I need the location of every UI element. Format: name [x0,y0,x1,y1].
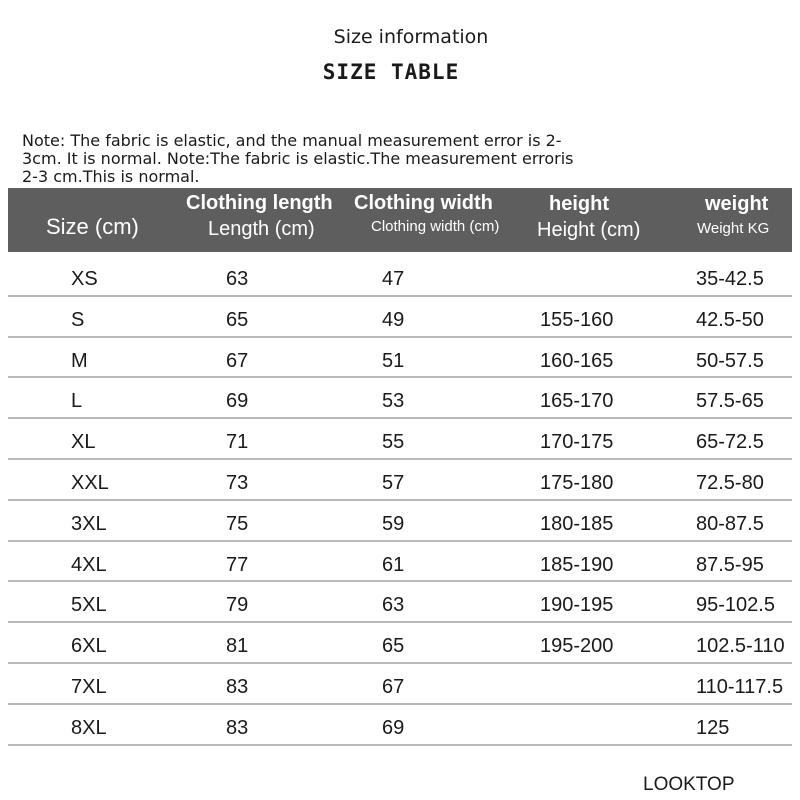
table-row [8,419,792,460]
header-height-sub: Height (cm) [537,219,641,241]
cell-height: 175-180 [540,471,614,494]
header-weight-sub: Weight KG [697,220,770,237]
cell-length: 83 [226,675,249,698]
cell-weight: 50-57.5 [696,349,764,372]
cell-weight: 95-102.5 [696,594,775,617]
cell-width: 67 [382,675,405,698]
header-height-title: height [549,193,609,215]
cell-height: 190-195 [540,594,614,617]
cell-width: 57 [382,471,405,494]
table-row [8,460,792,501]
cell-width: 65 [382,635,405,658]
cell-size: 3XL [71,512,107,535]
cell-length: 69 [226,390,249,413]
brand-label: LOOKTOP [643,774,735,795]
cell-width: 63 [382,594,405,617]
table-row [8,623,792,664]
table-row [8,664,792,705]
header-width-sub: Clothing width (cm) [371,218,500,235]
cell-weight: 80-87.5 [696,512,764,535]
cell-size: 7XL [71,675,107,698]
table-row [8,501,792,542]
cell-weight: 42.5-50 [696,308,764,331]
cell-size: M [71,349,88,372]
cell-height: 170-175 [540,431,614,454]
table-header [8,188,792,252]
cell-width: 47 [382,268,405,290]
cell-height: 165-170 [540,390,614,413]
cell-size: 8XL [71,716,107,739]
cell-size: XL [71,431,96,454]
cell-length: 65 [226,308,249,331]
page-title: Size information [333,26,489,48]
cell-width: 69 [382,716,405,739]
table-row [8,378,792,419]
cell-weight: 65-72.5 [696,431,764,454]
cell-size: 6XL [71,635,107,658]
table-row [8,256,792,297]
header-length-sub: Length (cm) [208,218,315,240]
cell-size: L [71,390,83,413]
cell-weight: 110-117.5 [696,675,784,698]
cell-length: 79 [226,594,249,617]
cell-weight: 102.5-110 [696,635,785,658]
cell-height: 195-200 [540,635,614,658]
header-length-title: Clothing length [186,192,333,214]
table-row [8,705,792,746]
cell-width: 59 [382,512,405,535]
cell-size: 5XL [71,594,107,617]
cell-size: 4XL [71,553,107,576]
cell-height: 160-165 [540,349,614,372]
cell-size: XXL [71,471,109,494]
measurement-note: Note: The fabric is elastic, and the manual measurement error is 2-3cm. It is normal. Note:The fabric is elastic.The measurement erroris 2-3 cm.This is normal. [22,131,574,186]
cell-width: 49 [382,308,405,331]
table-row [8,542,792,583]
cell-weight: 35-42.5 [696,268,764,290]
table-row [8,582,792,623]
cell-height: 180-185 [540,512,614,535]
cell-height: 155-160 [540,308,614,331]
cell-width: 51 [382,349,405,372]
cell-weight: 87.5-95 [696,553,764,576]
cell-weight: 57.5-65 [696,390,764,413]
cell-width: 61 [382,553,405,576]
cell-weight: 72.5-80 [696,471,764,494]
cell-length: 81 [226,635,249,658]
cell-weight: 125 [696,716,730,739]
header-size: Size (cm) [46,214,139,239]
size-table-body [8,256,792,746]
cell-length: 83 [226,716,249,739]
cell-height: 185-190 [540,553,614,576]
size-table-heading: SIZE TABLE [322,60,460,84]
cell-length: 75 [226,512,249,535]
table-row [8,338,792,379]
cell-width: 55 [382,431,405,454]
header-weight-title: weight [705,193,769,215]
cell-length: 63 [226,268,249,290]
cell-length: 67 [226,349,249,372]
table-row [8,297,792,338]
cell-width: 53 [382,390,405,413]
cell-size: XS [71,268,98,290]
header-width-title: Clothing width [354,192,493,214]
cell-size: S [71,308,85,331]
cell-length: 71 [226,431,249,454]
cell-length: 77 [226,553,249,576]
cell-length: 73 [226,471,249,494]
